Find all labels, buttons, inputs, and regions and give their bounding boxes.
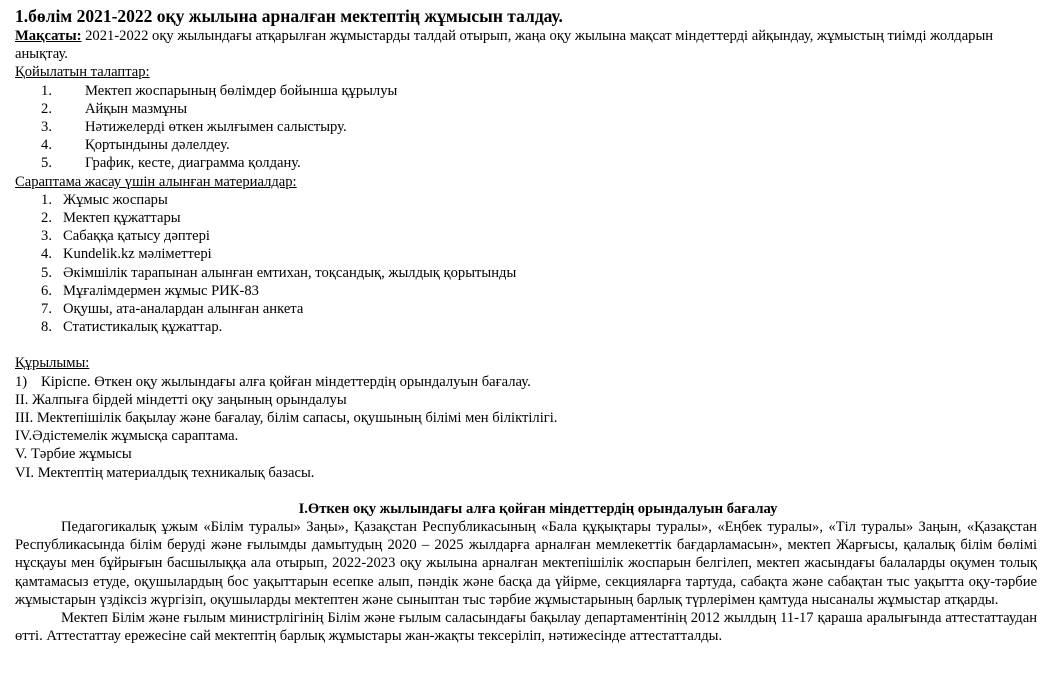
goal-paragraph [15, 27, 1037, 63]
list-item: 1. Жұмыс жоспары [41, 191, 168, 208]
structure-item: V. Тәрбие жұмысы [15, 446, 132, 463]
list-item: 4. Kundelik.kz мәліметтері [41, 246, 212, 263]
section-paragraph: Мектеп Білім және ғылым министрлігінің Білім және ғылым саласындағы бақылау департаментінің 2012 жылдың 11-17 қараша аралығында аттестаттаудан өтті. Аттестаттау ережесіне сай мектептің барлық жұмыстары жан-жақты тексеріліп, нәтижесінде аттестатталды. [15, 610, 1037, 645]
structure-item: IV.Әдістемелік жұмысқа сараптама. [15, 428, 239, 445]
structure-item: VI. Мектептің материалдық техникалық базасы. [15, 464, 315, 481]
document-title: 1.бөлім 2021-2022 оқу жылына арналған мектептің жұмысын талдау. [15, 6, 563, 26]
goal-text: 2021-2022 оқу жылындағы атқарылған жұмыстарды талдай отырып, жаңа оқу жылына мақсат міндеттерді айқындау, жұмыстың тиімді жолдарын анықтау. [15, 28, 994, 63]
materials-list [15, 191, 1037, 337]
list-item: 2. Мектеп құжаттары [41, 210, 181, 227]
list-item: 8. Статистикалық құжаттар. [41, 319, 223, 336]
requirements-heading: Қойылатын талаптар: [15, 64, 150, 81]
list-item: 3. Сабаққа қатысу дәптері [41, 228, 210, 245]
structure-item: III. Мектепішілік бақылау және бағалау, білім сапасы, оқушының білімі мен біліктілігі. [15, 410, 558, 427]
structure-heading: Құрылымы: [15, 355, 90, 372]
spacer [15, 336, 1037, 354]
list-item: 3. Нәтижелерді өткен жылғымен салыстыру. [41, 119, 347, 136]
section-title: І.Өткен оқу жылындағы алға қойған міндеттердің орындалуын бағалау [298, 500, 778, 517]
list-item: 2. Айқын мазмұны [41, 100, 188, 117]
list-item: 5. График, кесте, диаграмма қолдану. [41, 155, 301, 172]
requirements-list [15, 82, 1037, 173]
structure-item-1: 1) Кіріспе. Өткен оқу жылындағы алға қойған міндеттердің орындалуын бағалау. [15, 373, 531, 390]
list-item: 7. Оқушы, ата-аналардан алынған анкета [41, 301, 304, 318]
list-item: 1. Мектеп жоспарының бөлімдер бойынша құрылуы [41, 82, 398, 99]
materials-heading: Сараптама жасау үшін алынған материалдар: [15, 173, 297, 190]
spacer [15, 482, 1037, 500]
section-paragraph: Педагогикалық ұжым «Білім туралы» Заңы», Қазақстан Республикасының «Бала құқықтары туралы», «Еңбек туралы», «Тіл туралы» Заңын, «Қазақстан Республикасында білім беруді және ғылымды дамытудың 2020 – 2025 жылдарға арналған мемлекеттік бағдарламасын», мектеп Жарғысы, қалалық білім бөлімі нұсқауы мен бұйрығын басшылыққа ала отырып, 2022-2023 оқу жылына арналған мектепішілік жоспарын белгілеп, мектеп жасындағы балаларды оқумен толық қамтамасыз етуде, оқушылардың бос уақыттарын есепке алып, пәндік және басқа да үйірме, секцияларға тартуда, сабақта және сабақтан тыс уақытта оқу-тәрбие жұмыстарын үздіксіз жүргізіп, оқушыларды мектептен және сыныптан тыс тәрбие жұмыстарының барлық түрлерімен қамтуда нысаналы жұмыстар атқарды. [15, 519, 1037, 608]
list-item: 5. Әкімшілік тарапынан алынған емтихан, тоқсандық, жылдық қорытынды [41, 264, 517, 281]
list-item: 6. Мұғалімдермен жұмыс РИК-83 [41, 282, 259, 299]
structure-item: II. Жалпыға бірдей міндетті оқу заңының орындалуы [15, 391, 347, 408]
goal-label: Мақсаты: [15, 28, 82, 44]
list-item: 4. Қортындыны дәлелдеу. [41, 137, 230, 154]
